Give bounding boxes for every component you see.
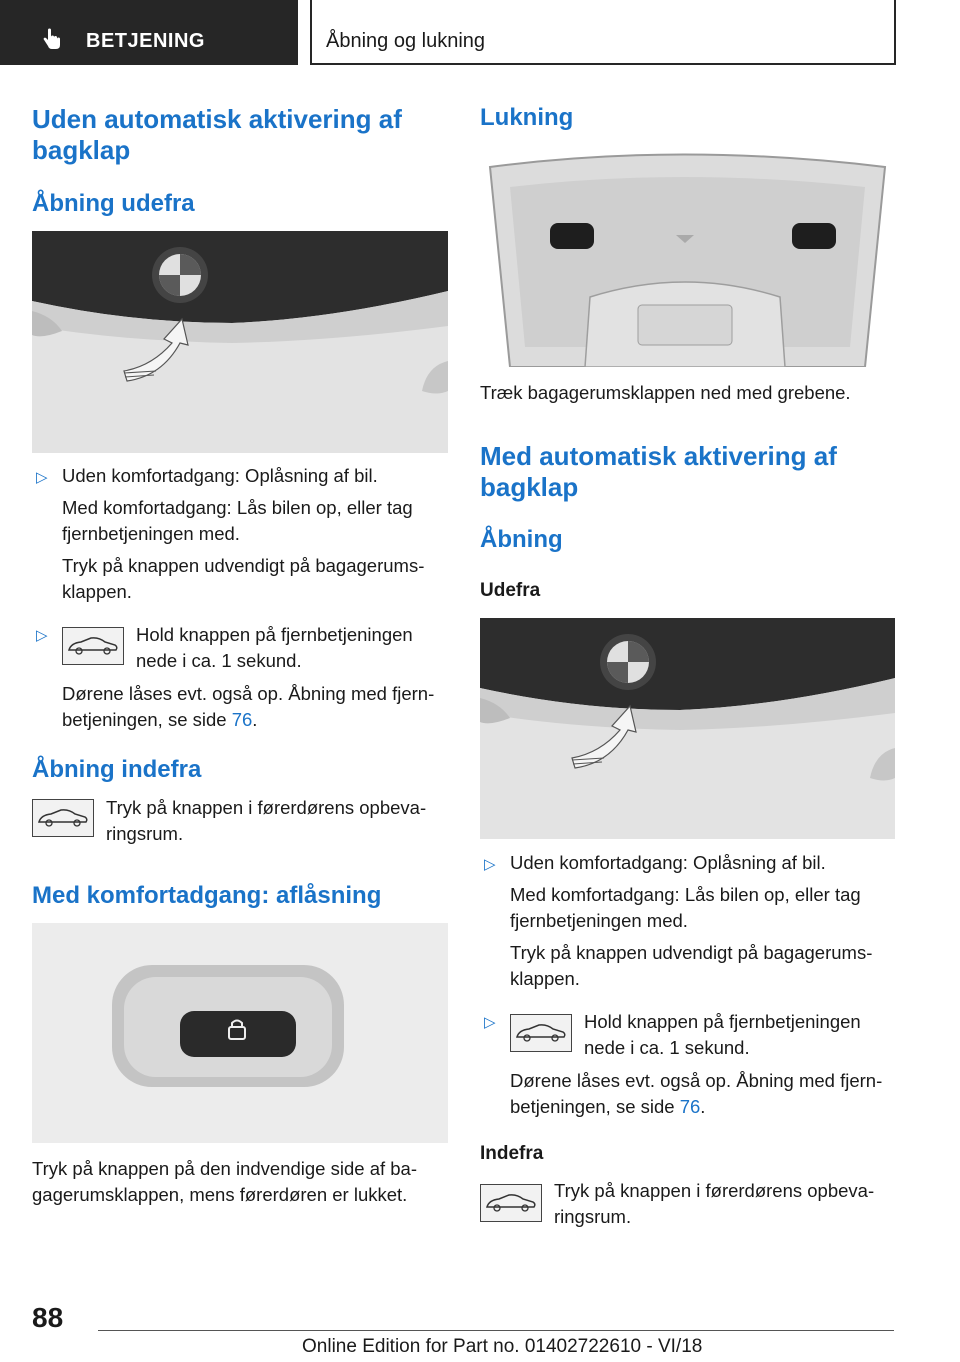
photo-trunk-emblem-button bbox=[480, 618, 895, 839]
left-bullet1-line5: klappen. bbox=[62, 581, 132, 602]
left-inside-line1: Tryk på knappen i førerdørens opbeva- bbox=[106, 797, 427, 818]
right-bullet1-line5: klappen. bbox=[510, 968, 580, 989]
heading-with-auto-tailgate: Med automatisk aktivering af bagklap bbox=[480, 441, 837, 502]
footer-divider bbox=[98, 1330, 894, 1331]
photo-tailgate-handles bbox=[480, 147, 895, 367]
heading-opening-outside: Åbning udefra bbox=[32, 190, 195, 217]
car-key-remote-icon bbox=[480, 1184, 542, 1222]
left-lock-line1: Tryk på knappen på den indvendige side af ba- bbox=[32, 1158, 417, 1179]
right-bullet2-line1: Hold knappen på fjernbetjeningen bbox=[584, 1011, 861, 1032]
heading-comfort-lock: Med komfortadgang: aflåsning bbox=[32, 882, 382, 909]
left-bullet2-line2: nede i ca. 1 sekund. bbox=[136, 650, 302, 671]
left-inside-line2: ringsrum. bbox=[106, 823, 184, 844]
right-bullet1-line2: Med komfortadgang: Lås bilen op, eller tag bbox=[510, 884, 861, 905]
car-key-remote-icon bbox=[510, 1014, 572, 1052]
left-bullet2-line4: betjeningen, se side 76. bbox=[62, 709, 258, 730]
section-title: BETJENING bbox=[86, 30, 205, 52]
right-inside-line2: ringsrum. bbox=[554, 1206, 632, 1227]
closing-text: Træk bagagerumsklappen ned med grebene. bbox=[480, 382, 851, 403]
page-number: 88 bbox=[32, 1302, 64, 1333]
bullet-triangle-icon: ▷ bbox=[36, 469, 48, 486]
photo-trunk-emblem-button bbox=[32, 231, 448, 453]
right-bullet2-line4: betjeningen, se side 76. bbox=[510, 1096, 706, 1117]
heading-opening-inside: Åbning indefra bbox=[32, 756, 202, 783]
heading-opening: Åbning bbox=[480, 526, 563, 553]
right-inside-line1: Tryk på knappen i førerdørens opbeva- bbox=[554, 1180, 875, 1201]
bullet-triangle-icon: ▷ bbox=[484, 1014, 496, 1031]
footer-edition: Online Edition for Part no. 01402722610 - VI/18 bbox=[302, 1336, 703, 1357]
left-bullet1-line2: Med komfortadgang: Lås bilen op, eller tag bbox=[62, 497, 413, 518]
left-bullet1-line1: Uden komfortadgang: Oplåsning af bil. bbox=[62, 465, 378, 486]
left-bullet2-line3: Dørene låses evt. også op. Åbning med fjern- bbox=[62, 683, 435, 704]
heading-inside: Indefra bbox=[480, 1143, 544, 1164]
right-bullet1-line1: Uden komfortadgang: Oplåsning af bil. bbox=[510, 852, 826, 873]
header-chapter-box bbox=[310, 0, 896, 65]
car-key-remote-icon bbox=[32, 799, 94, 837]
car-key-remote-icon bbox=[62, 627, 124, 665]
page-ref-link[interactable]: 76 bbox=[679, 1096, 701, 1117]
page-ref-link[interactable]: 76 bbox=[231, 709, 253, 730]
chapter-title: Åbning og lukning bbox=[326, 30, 486, 52]
left-bullet1-line3: fjernbetjeningen med. bbox=[62, 523, 240, 544]
right-bullet2-line2: nede i ca. 1 sekund. bbox=[584, 1037, 750, 1058]
heading-without-auto-tailgate: Uden automatisk aktivering af bagklap bbox=[32, 104, 402, 165]
bullet-triangle-icon: ▷ bbox=[36, 627, 48, 644]
left-bullet2-line1: Hold knappen på fjernbetjeningen bbox=[136, 624, 413, 645]
left-lock-line2: gagerumsklappen, mens førerdøren er lukket. bbox=[32, 1184, 408, 1205]
heading-outside: Udefra bbox=[480, 580, 541, 601]
right-bullet2-line3: Dørene låses evt. også op. Åbning med fjern- bbox=[510, 1070, 883, 1091]
bullet-triangle-icon: ▷ bbox=[484, 856, 496, 873]
left-bullet1-line4: Tryk på knappen udvendigt på bagagerums- bbox=[62, 555, 425, 576]
photo-tailgate-lock-button bbox=[32, 923, 448, 1143]
right-bullet1-line4: Tryk på knappen udvendigt på bagagerums- bbox=[510, 942, 873, 963]
hand-pointer-icon bbox=[40, 28, 64, 52]
right-bullet1-line3: fjernbetjeningen med. bbox=[510, 910, 688, 931]
header-section-tab bbox=[0, 0, 298, 65]
heading-closing: Lukning bbox=[480, 104, 574, 131]
